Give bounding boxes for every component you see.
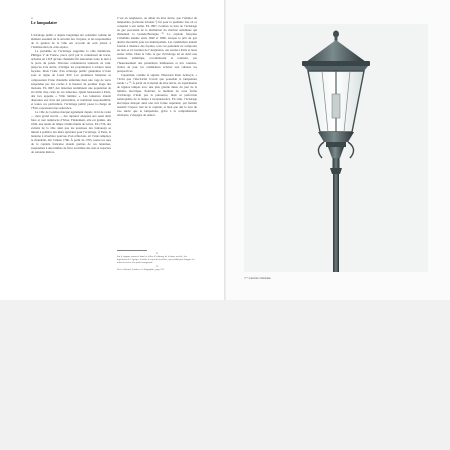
lantern-photograph (244, 24, 428, 272)
paragraph: L’éclairage public a depuis longtemps été considéré comme un élément essentiel de la sécurité des citoyens, et les responsables de la gestion de la ville ont accordé un soin jaloux à l’amélioration de cette espèce. (31, 33, 111, 50)
paragraph: Cependant, comme le signala l’historien Peter Ackroyd, « l’éclat que l’électricité n’avait que possédait le lampadaire rendu ! » ²³. À partir de la moitié du xixe siècle, on expérimenta de légères lampes avec une plus grande durée du jour de la lumière électrique. Pourtant, le meilleur de cette forme d’éclairage n’était pas la puissance, mais sa perfection remarquable de la lampe à incandescence. En ville, l’éclairage électrique marque ainsi une très forme supérieur, qui fermait aussitôt l’espace réel de la capitale, si bien que dès le tour du xxe siècle que le lampadaire, grâce à la compréhension arbitraire, s’engagea de rentrer. (117, 72, 197, 118)
footnote-text: Sur le rapport consacré dans les villes d’éclairage de la haute société, des ingénieurs de l’époque, à traiter le sujet du réverbère, qui rendait plus longues les nuits réservées à la petite bourgeoisie. (117, 255, 195, 265)
footnote (117, 265, 197, 271)
text-column-1 (31, 33, 111, 251)
text-column-2 (117, 16, 197, 231)
footnote (117, 252, 197, 264)
left-page (0, 0, 225, 300)
chapter-number: 4 (31, 16, 33, 20)
footnote-marker: 22 (155, 252, 159, 255)
footnote-marker: 23 (155, 265, 159, 268)
chapter-title: Le lampadaire (31, 20, 58, 25)
paragraph: La ville de Londres marqué également depuis 1414 de cadre — mon grand succès — des ruptures adoptées aux seuls ainsi faire et tout remplacés d’hiver. Finalement, elle est guidée, dès 1694, une tentés de lampe à huile munie de verres. En 1736, des extraits de la ville ainsi que les paroisses des faubourgs se mirent à préférer des murs spéciales pour l’éclairage. À Paris, la lanterne à réverbère pourvue d’un réflecteur, ait l’aide remplaça la chandelle, dès l’année 1766. À partir de 1763, toutes les rues de la capitale française étaient garnies de ces lanternes, suspendues à une intimes de fixer au milieu des rues et espacées de soixante mètres. (31, 109, 111, 155)
footnote-text: Peter Ackroyd, Londres : la biographie, page 531. (117, 268, 165, 272)
photo-caption: ¹⁴ * Lanterne vénitienne (244, 277, 271, 280)
street-lamp-image (244, 24, 428, 272)
paragraph: C’est en Angleterre, au début du xixe siècle, que l’emploi du lampadaire (Lanterne éclairée ²) fut pour la première fois en ce consumé à son terme. En 1807, Londres se dota de l’éclairage au gaz provenant de la distillation du charbon substituée qui alimentait la Grande-Bretagne ²². La capitale française s’illumina ensuite entre 1840 et 1860, lorsque le prix du gaz devint abordable pour les municipalités. Les candélabres étaient fournis à distance des façades, tous ces pensaient ne comporter en rien, et ici bordées de l’Angleterre, ont tourné à Paris et leurs autres villes. Dans la ville, le gaz d’éclairage ait en suivi une curieuse esthétique, reconnaissant et tournent, par l’heureusement des paramètres lumineuses et des couleurs, visites de jour, les candélabres éclairer aux cultures les perspectives. (117, 16, 197, 73)
footnote-rule (117, 250, 147, 251)
paragraph: Le problème de l’éclairage supprime la ville médiévale. Philippe V de France, parce qu’il put la connaissait un tracer, ordonna en 1318 qu’une chandelle fût entretenue toute la nuit à la porte du palais. Diverses ordonnances tentèrent en vain, jusqu’au xvie siècle, d’obliger les propriétaires à éclairer leurs façades. Mais l’idée d’un éclairage public généralisé n’avait sous le règne de Louis XIV. Les premières lanternes se composaient d’une chandelle enfermée dans une cage de verre suspendue par des cordes à la hauteur du premier étage des maisons. En 1667, des lanternes nommaient une population de six mille cinq cents de ces lanternes. Quant heureusent à Paris, dès lors appelée « Ville lumière ». Les lanternes étaient disposées aux frais des particuliers, et transition responsabilité, et toutes ces particuliers, l’éclairage public passa la charge de l’État, repoussant une redevance. (31, 49, 111, 110)
